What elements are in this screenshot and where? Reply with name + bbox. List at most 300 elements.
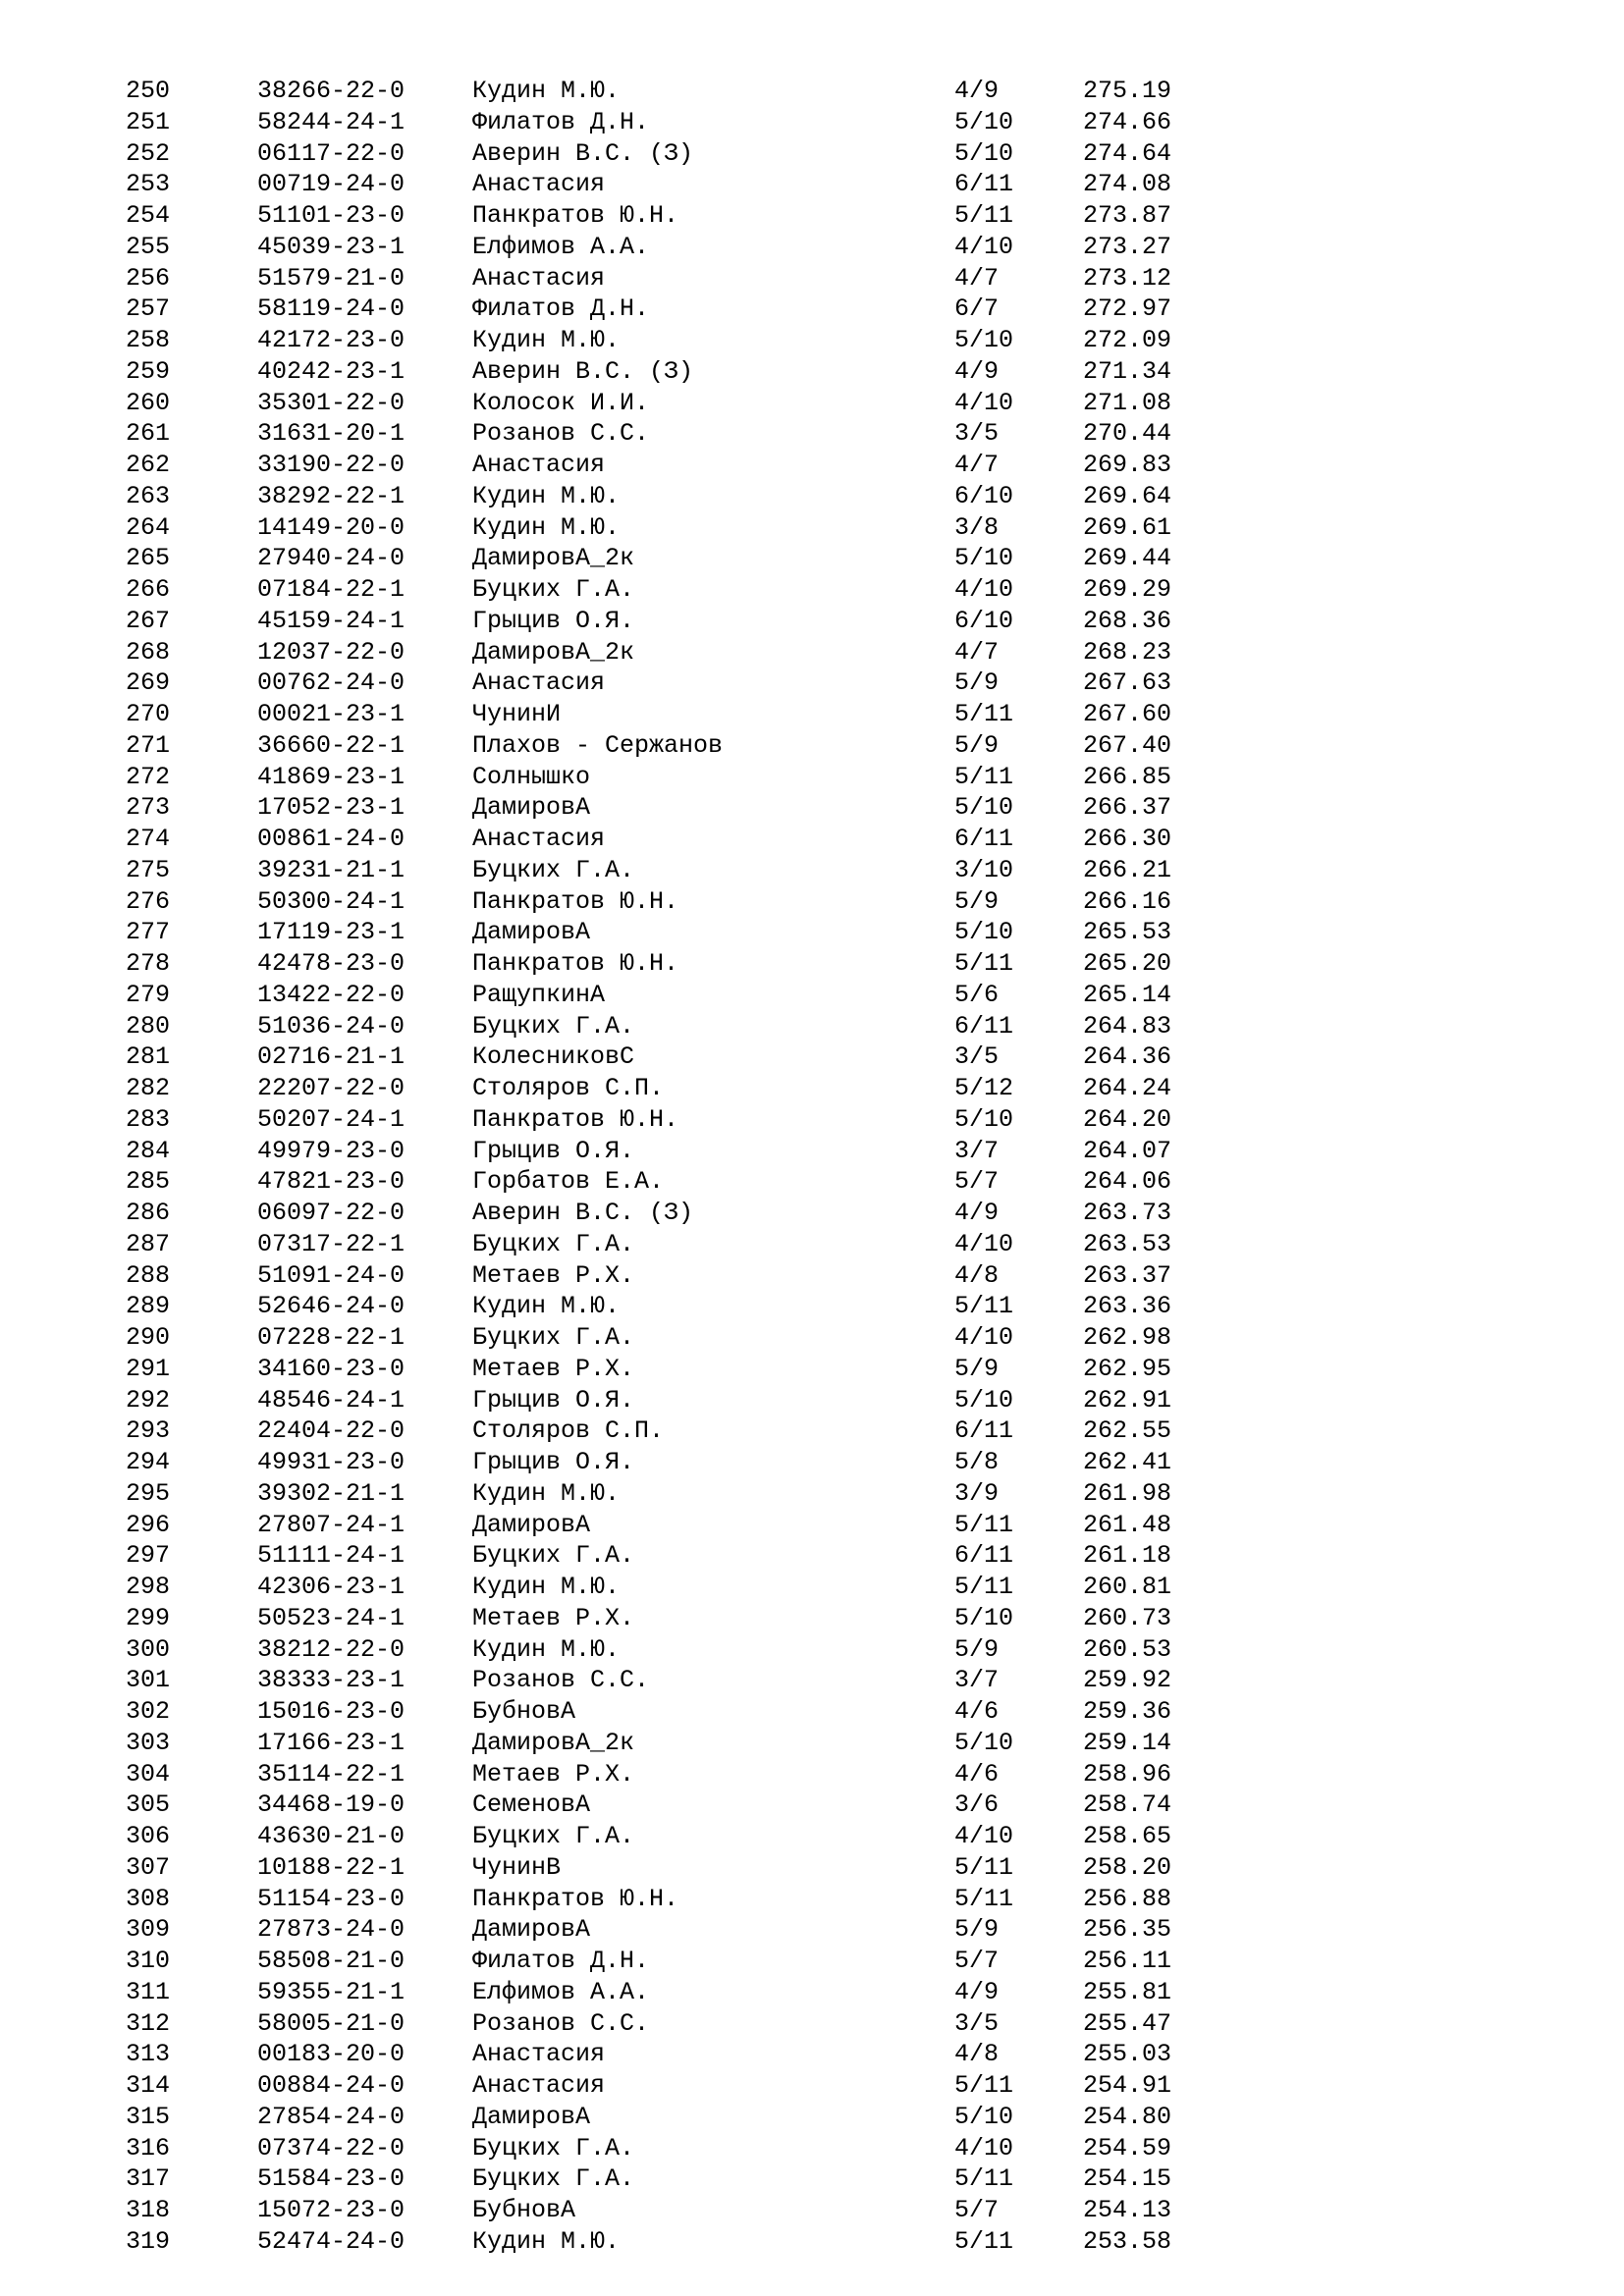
row-score: 262.95 <box>1083 1354 1172 1383</box>
list-item <box>0 948 1624 980</box>
list-item <box>0 1291 1624 1322</box>
row-ratio: 4/10 <box>954 1229 1014 1258</box>
row-code: 58508-21-0 <box>257 1947 406 1975</box>
row-ratio: 5/9 <box>954 668 1000 698</box>
row-score: 263.73 <box>1083 1199 1172 1227</box>
row-rank: 283 <box>126 1104 171 1134</box>
row-code: 58244-24-1 <box>257 107 406 136</box>
row-score: 259.92 <box>1083 1666 1172 1695</box>
row-code: 43630-21-0 <box>257 1822 406 1850</box>
row-name: Колосок И.И. <box>472 388 650 417</box>
row-name: БубновА <box>472 2196 576 2224</box>
list-item <box>0 1977 1624 2008</box>
row-code: 40242-23-1 <box>257 356 406 386</box>
row-score: 266.16 <box>1083 886 1172 916</box>
list-item <box>0 450 1624 481</box>
list-item <box>0 1229 1624 1260</box>
row-rank: 313 <box>126 2040 171 2069</box>
list-item <box>0 418 1624 450</box>
row-code: 35114-22-1 <box>257 1759 406 1789</box>
row-ratio: 5/10 <box>954 544 1014 573</box>
row-rank: 284 <box>126 1136 171 1165</box>
row-score: 266.37 <box>1083 793 1172 823</box>
row-code: 06097-22-0 <box>257 1199 406 1227</box>
row-ratio: 5/11 <box>954 700 1014 728</box>
row-ratio: 3/8 <box>954 512 1000 542</box>
row-score: 269.29 <box>1083 575 1172 604</box>
row-name: Грыцив О.Я. <box>472 1385 635 1415</box>
row-ratio: 5/11 <box>954 1852 1014 1882</box>
row-rank: 300 <box>126 1634 171 1664</box>
row-ratio: 5/9 <box>954 1915 1000 1945</box>
row-ratio: 5/10 <box>954 326 1014 354</box>
row-ratio: 5/10 <box>954 1603 1014 1632</box>
row-score: 264.07 <box>1083 1136 1172 1165</box>
row-name: Буцких Г.А. <box>472 2164 635 2194</box>
row-score: 274.64 <box>1083 138 1172 168</box>
row-code: 48546-24-1 <box>257 1385 406 1415</box>
row-code: 00183-20-0 <box>257 2040 406 2069</box>
row-ratio: 5/11 <box>954 1510 1014 1539</box>
row-code: 38333-23-1 <box>257 1666 406 1695</box>
row-code: 59355-21-1 <box>257 1977 406 2006</box>
row-ratio: 4/8 <box>954 1260 1000 1290</box>
row-code: 34160-23-0 <box>257 1354 406 1383</box>
row-ratio: 4/9 <box>954 1199 1000 1227</box>
list-item <box>0 1478 1624 1510</box>
row-score: 262.41 <box>1083 1448 1172 1476</box>
row-rank: 282 <box>126 1074 171 1102</box>
row-code: 39231-21-1 <box>257 855 406 884</box>
list-item <box>0 2133 1624 2164</box>
row-name: Анастасия <box>472 825 606 853</box>
row-score: 261.18 <box>1083 1541 1172 1571</box>
row-rank: 260 <box>126 388 171 417</box>
row-name: ДамировА <box>472 793 591 823</box>
row-name: Кудин М.Ю. <box>472 2226 621 2256</box>
row-ratio: 5/7 <box>954 1947 1000 1975</box>
row-rank: 256 <box>126 263 171 293</box>
row-rank: 250 <box>126 77 171 105</box>
row-ratio: 4/7 <box>954 637 1000 667</box>
row-name: Грыцив О.Я. <box>472 1448 635 1476</box>
row-ratio: 3/5 <box>954 2008 1000 2038</box>
row-score: 271.34 <box>1083 356 1172 386</box>
row-rank: 275 <box>126 855 171 884</box>
row-code: 07228-22-1 <box>257 1323 406 1352</box>
row-score: 270.44 <box>1083 419 1172 449</box>
row-code: 42478-23-0 <box>257 949 406 978</box>
row-ratio: 5/9 <box>954 730 1000 760</box>
list-item <box>0 886 1624 918</box>
row-score: 261.48 <box>1083 1510 1172 1539</box>
row-ratio: 5/10 <box>954 1104 1014 1134</box>
row-rank: 285 <box>126 1167 171 1197</box>
row-ratio: 4/9 <box>954 356 1000 386</box>
list-item <box>0 2226 1624 2258</box>
row-rank: 278 <box>126 949 171 978</box>
row-ratio: 6/7 <box>954 294 1000 324</box>
row-code: 00762-24-0 <box>257 668 406 698</box>
row-code: 07374-22-0 <box>257 2133 406 2163</box>
row-name: СеменовА <box>472 1790 591 1820</box>
row-name: Анастасия <box>472 451 606 479</box>
list-item <box>0 481 1624 512</box>
row-rank: 293 <box>126 1416 171 1446</box>
row-name: Солнышко <box>472 762 591 791</box>
row-rank: 297 <box>126 1541 171 1571</box>
row-code: 27807-24-1 <box>257 1510 406 1539</box>
row-code: 42306-23-1 <box>257 1573 406 1601</box>
row-name: Кудин М.Ю. <box>472 512 621 542</box>
row-name: БубновА <box>472 1697 576 1726</box>
row-rank: 269 <box>126 668 171 698</box>
row-rank: 266 <box>126 575 171 604</box>
row-name: Буцких Г.А. <box>472 575 635 604</box>
row-score: 256.35 <box>1083 1915 1172 1945</box>
row-score: 258.65 <box>1083 1822 1172 1850</box>
row-ratio: 5/11 <box>954 201 1014 230</box>
row-score: 259.36 <box>1083 1697 1172 1726</box>
row-ratio: 6/11 <box>954 170 1014 199</box>
row-ratio: 4/10 <box>954 1822 1014 1850</box>
row-name: Елфимов А.А. <box>472 232 650 261</box>
row-ratio: 5/11 <box>954 1573 1014 1601</box>
row-code: 52474-24-0 <box>257 2226 406 2256</box>
row-rank: 281 <box>126 1042 171 1072</box>
row-code: 33190-22-0 <box>257 451 406 479</box>
list-item <box>0 512 1624 544</box>
row-code: 27854-24-0 <box>257 2102 406 2131</box>
row-rank: 277 <box>126 918 171 947</box>
row-name: Розанов С.С. <box>472 2008 650 2038</box>
row-name: Анастасия <box>472 668 606 698</box>
row-rank: 264 <box>126 512 171 542</box>
row-score: 271.08 <box>1083 388 1172 417</box>
row-ratio: 5/11 <box>954 2164 1014 2194</box>
row-score: 267.40 <box>1083 730 1172 760</box>
row-code: 39302-21-1 <box>257 1478 406 1508</box>
row-ratio: 5/11 <box>954 1292 1014 1321</box>
list-item <box>0 1073 1624 1104</box>
row-name: Анастасия <box>472 263 606 293</box>
row-name: Горбатов Е.А. <box>472 1167 665 1197</box>
row-code: 12037-22-0 <box>257 637 406 667</box>
row-rank: 295 <box>126 1478 171 1508</box>
row-name: Аверин В.С. (З) <box>472 356 694 386</box>
row-code: 51579-21-0 <box>257 263 406 293</box>
row-rank: 312 <box>126 2008 171 2038</box>
row-score: 262.98 <box>1083 1323 1172 1352</box>
row-score: 258.74 <box>1083 1790 1172 1820</box>
row-code: 13422-22-0 <box>257 980 406 1009</box>
row-rank: 276 <box>126 886 171 916</box>
row-ratio: 5/11 <box>954 949 1014 978</box>
row-ratio: 4/9 <box>954 1977 1000 2006</box>
row-code: 15016-23-0 <box>257 1697 406 1726</box>
row-rank: 306 <box>126 1822 171 1850</box>
list-item <box>0 980 1624 1011</box>
row-name: ДамировА <box>472 918 591 947</box>
row-ratio: 3/9 <box>954 1478 1000 1508</box>
row-code: 52646-24-0 <box>257 1292 406 1321</box>
list-item <box>0 1665 1624 1696</box>
row-ratio: 3/10 <box>954 855 1014 884</box>
row-code: 51584-23-0 <box>257 2164 406 2194</box>
list-item <box>0 730 1624 762</box>
row-code: 51101-23-0 <box>257 201 406 230</box>
row-name: Панкратов Ю.Н. <box>472 886 679 916</box>
list-item <box>0 1914 1624 1946</box>
row-name: Грыцив О.Я. <box>472 606 635 635</box>
row-code: 27873-24-0 <box>257 1915 406 1945</box>
row-rank: 262 <box>126 451 171 479</box>
list-item <box>0 1789 1624 1821</box>
row-rank: 280 <box>126 1011 171 1041</box>
list-item <box>0 1166 1624 1198</box>
row-rank: 291 <box>126 1354 171 1383</box>
row-name: ДамировА <box>472 1915 591 1945</box>
row-code: 41869-23-1 <box>257 762 406 791</box>
row-rank: 287 <box>126 1229 171 1258</box>
list-item <box>0 1041 1624 1073</box>
row-rank: 303 <box>126 1728 171 1757</box>
row-score: 264.24 <box>1083 1074 1172 1102</box>
row-score: 263.37 <box>1083 1260 1172 1290</box>
list-item <box>0 1696 1624 1728</box>
list-item <box>0 1821 1624 1852</box>
row-score: 268.23 <box>1083 637 1172 667</box>
list-item <box>0 606 1624 637</box>
row-score: 267.60 <box>1083 700 1172 728</box>
row-code: 45159-24-1 <box>257 606 406 635</box>
row-code: 27940-24-0 <box>257 544 406 573</box>
list-item <box>0 543 1624 574</box>
row-rank: 296 <box>126 1510 171 1539</box>
list-item <box>0 1759 1624 1790</box>
row-name: Филатов Д.Н. <box>472 1947 650 1975</box>
list-item <box>0 1011 1624 1042</box>
row-ratio: 4/7 <box>954 263 1000 293</box>
row-name: ДамировА <box>472 1510 591 1539</box>
list-item <box>0 824 1624 855</box>
row-ratio: 3/6 <box>954 1790 1000 1820</box>
row-name: Елфимов А.А. <box>472 1977 650 2006</box>
list-item <box>0 1354 1624 1385</box>
list-item <box>0 1634 1624 1666</box>
row-score: 273.27 <box>1083 232 1172 261</box>
row-name: Анастасия <box>472 2040 606 2069</box>
row-ratio: 4/8 <box>954 2040 1000 2069</box>
row-code: 17052-23-1 <box>257 793 406 823</box>
list-item <box>0 1603 1624 1634</box>
row-rank: 301 <box>126 1666 171 1695</box>
row-code: 38212-22-0 <box>257 1634 406 1664</box>
list-item <box>0 294 1624 325</box>
list-item <box>0 2102 1624 2133</box>
list-item <box>0 1884 1624 1915</box>
row-rank: 251 <box>126 107 171 136</box>
list-item <box>0 667 1624 699</box>
row-name: Кудин М.Ю. <box>472 1292 621 1321</box>
row-code: 51154-23-0 <box>257 1884 406 1913</box>
row-rank: 259 <box>126 356 171 386</box>
row-code: 14149-20-0 <box>257 512 406 542</box>
row-score: 254.15 <box>1083 2164 1172 2194</box>
row-name: Кудин М.Ю. <box>472 1573 621 1601</box>
row-rank: 271 <box>126 730 171 760</box>
row-name: Аверин В.С. (З) <box>472 138 694 168</box>
row-rank: 253 <box>126 170 171 199</box>
row-code: 02716-21-1 <box>257 1042 406 1072</box>
row-ratio: 4/10 <box>954 232 1014 261</box>
row-code: 00719-24-0 <box>257 170 406 199</box>
list-item <box>0 356 1624 388</box>
list-item <box>0 1852 1624 1884</box>
row-name: Метаев Р.Х. <box>472 1603 635 1632</box>
row-ratio: 6/11 <box>954 825 1014 853</box>
row-name: Буцких Г.А. <box>472 1323 635 1352</box>
row-score: 268.36 <box>1083 606 1172 635</box>
list-item <box>0 2008 1624 2040</box>
row-code: 50300-24-1 <box>257 886 406 916</box>
row-score: 272.09 <box>1083 326 1172 354</box>
row-rank: 294 <box>126 1448 171 1476</box>
row-code: 22404-22-0 <box>257 1416 406 1446</box>
row-code: 47821-23-0 <box>257 1167 406 1197</box>
row-rank: 292 <box>126 1385 171 1415</box>
row-score: 269.83 <box>1083 451 1172 479</box>
row-name: РащупкинА <box>472 980 606 1009</box>
list-item <box>0 388 1624 419</box>
row-code: 58119-24-0 <box>257 294 406 324</box>
row-name: Буцких Г.А. <box>472 1011 635 1041</box>
list-item <box>0 1415 1624 1447</box>
row-score: 267.63 <box>1083 668 1172 698</box>
row-code: 07317-22-1 <box>257 1229 406 1258</box>
row-name: Столяров С.П. <box>472 1416 665 1446</box>
row-code: 45039-23-1 <box>257 232 406 261</box>
row-score: 261.98 <box>1083 1478 1172 1508</box>
row-rank: 252 <box>126 138 171 168</box>
row-name: Филатов Д.Н. <box>472 107 650 136</box>
row-ratio: 6/11 <box>954 1011 1014 1041</box>
row-ratio: 5/10 <box>954 918 1014 947</box>
row-code: 31631-20-1 <box>257 419 406 449</box>
row-score: 256.11 <box>1083 1947 1172 1975</box>
row-score: 264.83 <box>1083 1011 1172 1041</box>
row-name: Аверин В.С. (З) <box>472 1199 694 1227</box>
row-name: КолесниковС <box>472 1042 635 1072</box>
list-item <box>0 138 1624 170</box>
row-name: Плахов - Сержанов <box>472 730 724 760</box>
row-ratio: 3/7 <box>954 1136 1000 1165</box>
list-item <box>0 107 1624 138</box>
row-rank: 274 <box>126 825 171 853</box>
row-ratio: 6/10 <box>954 481 1014 510</box>
row-ratio: 3/5 <box>954 1042 1000 1072</box>
row-ratio: 4/9 <box>954 77 1000 105</box>
row-ratio: 6/11 <box>954 1541 1014 1571</box>
row-code: 00884-24-0 <box>257 2071 406 2100</box>
row-rank: 305 <box>126 1790 171 1820</box>
row-code: 07184-22-1 <box>257 575 406 604</box>
list-item <box>0 76 1624 107</box>
row-name: ДамировА_2к <box>472 637 635 667</box>
row-name: ДамировА_2к <box>472 544 635 573</box>
row-name: Буцких Г.А. <box>472 2133 635 2163</box>
row-code: 00861-24-0 <box>257 825 406 853</box>
row-code: 49931-23-0 <box>257 1448 406 1476</box>
list-item <box>0 2195 1624 2226</box>
row-rank: 302 <box>126 1697 171 1726</box>
row-score: 272.97 <box>1083 294 1172 324</box>
row-rank: 308 <box>126 1884 171 1913</box>
row-ratio: 4/7 <box>954 451 1000 479</box>
row-ratio: 4/6 <box>954 1697 1000 1726</box>
row-score: 264.36 <box>1083 1042 1172 1072</box>
row-rank: 257 <box>126 294 171 324</box>
row-ratio: 4/10 <box>954 575 1014 604</box>
list-item <box>0 169 1624 200</box>
row-rank: 273 <box>126 793 171 823</box>
row-name: Буцких Г.А. <box>472 1822 635 1850</box>
row-ratio: 5/9 <box>954 1634 1000 1664</box>
row-name: Розанов С.С. <box>472 1666 650 1695</box>
list-item <box>0 1572 1624 1603</box>
row-score: 266.30 <box>1083 825 1172 853</box>
row-code: 17119-23-1 <box>257 918 406 947</box>
list-item <box>0 1385 1624 1416</box>
row-ratio: 3/7 <box>954 1666 1000 1695</box>
row-rank: 310 <box>126 1947 171 1975</box>
list-item <box>0 325 1624 356</box>
row-code: 10188-22-1 <box>257 1852 406 1882</box>
row-score: 273.12 <box>1083 263 1172 293</box>
row-name: ЧунинВ <box>472 1852 562 1882</box>
list-item <box>0 263 1624 294</box>
row-code: 17166-23-1 <box>257 1728 406 1757</box>
row-ratio: 5/9 <box>954 886 1000 916</box>
row-name: Метаев Р.Х. <box>472 1260 635 1290</box>
row-name: Панкратов Ю.Н. <box>472 201 679 230</box>
row-score: 254.13 <box>1083 2196 1172 2224</box>
row-name: Панкратов Ю.Н. <box>472 1884 679 1913</box>
row-rank: 254 <box>126 201 171 230</box>
row-score: 274.66 <box>1083 107 1172 136</box>
row-score: 254.91 <box>1083 2071 1172 2100</box>
row-rank: 314 <box>126 2071 171 2100</box>
row-ratio: 6/10 <box>954 606 1014 635</box>
row-ratio: 4/10 <box>954 2133 1014 2163</box>
row-name: Буцких Г.А. <box>472 1541 635 1571</box>
row-ratio: 5/12 <box>954 1074 1014 1102</box>
row-score: 263.53 <box>1083 1229 1172 1258</box>
row-ratio: 5/11 <box>954 762 1014 791</box>
row-name: Метаев Р.Х. <box>472 1354 635 1383</box>
row-rank: 261 <box>126 419 171 449</box>
list-item <box>0 1198 1624 1229</box>
list-item <box>0 2163 1624 2195</box>
row-score: 265.14 <box>1083 980 1172 1009</box>
row-score: 258.96 <box>1083 1759 1172 1789</box>
row-name: Розанов С.С. <box>472 419 650 449</box>
row-score: 269.64 <box>1083 481 1172 510</box>
row-score: 254.80 <box>1083 2102 1172 2131</box>
row-ratio: 5/11 <box>954 2226 1014 2256</box>
row-rank: 318 <box>126 2196 171 2224</box>
row-code: 00021-23-1 <box>257 700 406 728</box>
